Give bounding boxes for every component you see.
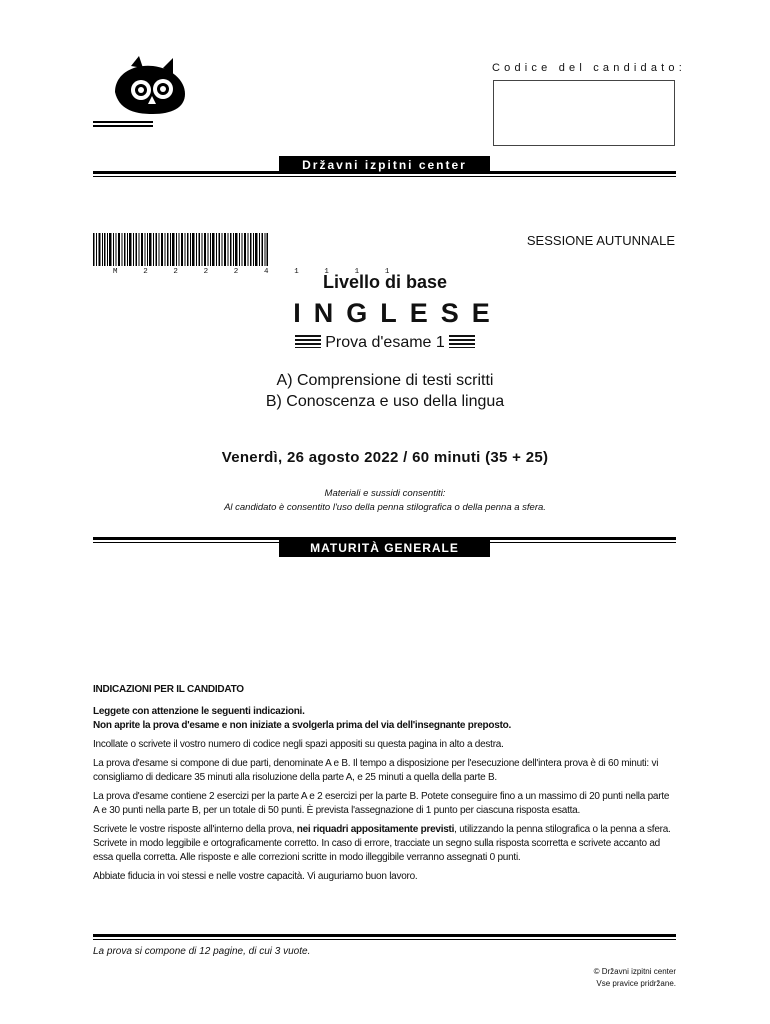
exam-paper: Prova d'esame 1: [325, 334, 445, 351]
instructions: [93, 683, 676, 889]
instructions-p4-bold: nei riquadri appositamente previsti: [296, 824, 455, 835]
instructions-p4-before: Scrivete le vostre risposte all'interno della prova,: [93, 824, 297, 835]
footer-rule-thin: [93, 939, 676, 940]
ric-logo: [93, 52, 193, 132]
copyright: [594, 966, 676, 990]
exam-date: Venerdì, 26 agosto 2022 / 60 minuti (35 + 25): [221, 449, 549, 466]
instructions-p3: La prova d'esame contiene 2 esercizi per la parte A e 2 esercizi per la parte B. Potete conseguire fino a un massimo di 20 punti nella parte A e 30 punti nella parte B, per un totale di 50 punti. È prevista l'assegnazione di 1 punto per ciascuna risposta esatta.: [93, 791, 670, 816]
instructions-p5: Abbiate fiducia in voi stessi e nelle vostre capacità. Vi auguriamo buon lavoro.: [93, 871, 418, 882]
session-label: SESSIONE AUTUNNALE: [526, 233, 675, 248]
exam-part-b: B) Conoscenza e uso della lingua: [265, 393, 505, 410]
materials-title: Materiali e sussidi consentiti:: [324, 488, 446, 499]
exam-part-a: A) Comprensione di testi scritti: [276, 372, 494, 389]
exam-paper-row: [0, 334, 770, 352]
pages-note: La prova si compone di 12 pagine, di cui 3 vuote.: [93, 946, 311, 957]
candidate-code-box[interactable]: [493, 80, 675, 146]
institution-label: Državni izpitni center: [279, 156, 490, 174]
copyright-line-2: Vse pravice pridržane.: [596, 979, 676, 988]
instructions-title: INDICAZIONI PER IL CANDIDATO: [93, 684, 244, 695]
stripes-right-icon: [449, 335, 475, 348]
barcode: [93, 233, 268, 266]
instructions-p4-after: , utilizzando la penna stilografica o la penna a sfera. Scrivete in modo leggibile e ortograficamente corretto. In caso di errore, tracciate un segno sulla risposta scorretta e scrivete accanto ad essa quella corretta. Alle risposte e alle correzioni scritte in modo illeggibile verranno assegnati 0 punti.: [93, 824, 671, 863]
stripes-left-icon: [295, 335, 321, 348]
exam-level: Livello di base: [322, 272, 448, 292]
instructions-p4: [93, 823, 676, 865]
header-rule-thin: [93, 176, 676, 177]
copyright-line-1: © Državni izpitni center: [593, 967, 676, 976]
barcode-number: M 2 2 2 2 4 1 1 1 1: [113, 268, 400, 276]
exam-type-label: MATURITÀ GENERALE: [279, 540, 490, 557]
candidate-code-label: Codice del candidato:: [492, 62, 686, 74]
exam-subject: INGLESE: [293, 298, 503, 328]
materials-text: Al candidato è consentito l'uso della penna stilografica o della penna a sfera.: [224, 502, 546, 513]
footer-rule: [93, 934, 676, 937]
instructions-p1: Incollate o scrivete il vostro numero di codice negli spazi appositi su questa pagina in alto a destra.: [93, 739, 504, 750]
instructions-bold-2: Non aprite la prova d'esame e non iniziate a svolgerla prima del via dell'insegnante preposto.: [93, 720, 512, 731]
instructions-p2: La prova d'esame si compone di due parti, denominate A e B. Il tempo a disposizione per l'esecuzione dell'intera prova è di 60 minuti: vi consigliamo di dedicare 35 minuti alla risoluzione della parte A, e 25 minuti a quella della parte B.: [93, 758, 659, 783]
instructions-bold-1: Leggete con attenzione le seguenti indicazioni.: [93, 706, 305, 717]
